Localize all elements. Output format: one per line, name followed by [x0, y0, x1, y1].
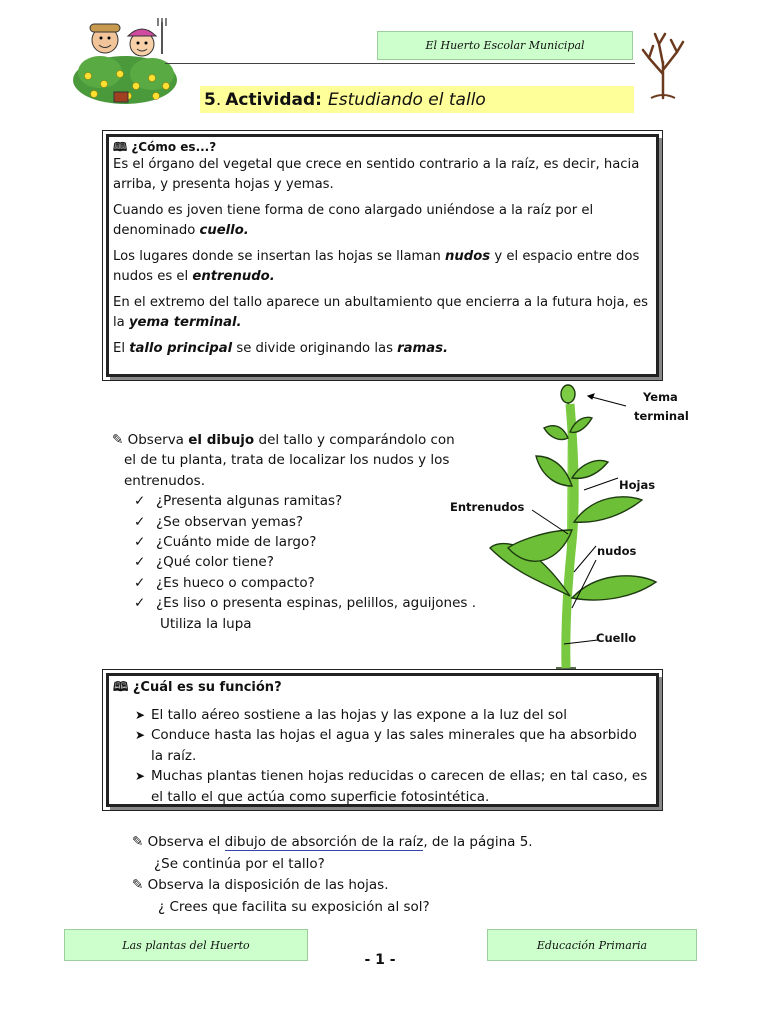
list-item: ➤ Conduce hasta las hojas el agua y las sales minerales que ha absorbido la raíz. [135, 727, 637, 764]
bottom-line-4: ¿ Crees que facilita su exposición al sol? [158, 898, 430, 915]
list-item: ✓ ¿Es hueco o compacto? [112, 573, 502, 593]
book-icon: 🕮 [113, 140, 128, 154]
list-item: ✓ ¿Cuánto mide de largo? [112, 532, 502, 552]
arrow-bullet-icon: ➤ [135, 769, 146, 784]
question-list [112, 491, 502, 613]
observe-tail: Utiliza la lupa [160, 615, 252, 632]
bottom-line-1: ✎ Observa el dibujo de absorción de la raíz, de la página 5. [132, 834, 533, 850]
box1-heading [113, 139, 652, 155]
list-item: ➤ El tallo aéreo sostiene a las hojas y las expone a la luz del sol [113, 705, 652, 726]
list-item: ✓ ¿Qué color tiene? [112, 552, 502, 572]
box2-heading-text: ¿Cuál es su función? [132, 680, 282, 695]
how-is-it-box [106, 134, 659, 377]
checkmark-icon: ✓ [134, 554, 146, 571]
activity-number: 5 [204, 89, 216, 110]
tree-icon [637, 28, 689, 100]
arrow-bullet-icon: ➤ [135, 728, 146, 743]
box2-heading [113, 678, 652, 699]
box1-heading-text: ¿Cómo es...? [131, 140, 217, 154]
pencil-icon: ✎ [132, 834, 144, 850]
box1-paragraph-4: En el extremo del tallo aparece un abultamiento que encierra a la futura hoja, es la yema terminal. [113, 295, 649, 330]
bottom-line-2: ¿Se continúa por el tallo? [154, 855, 325, 872]
bottom-instructions [132, 832, 632, 918]
label-cuello: Cuello [596, 631, 637, 645]
checkmark-icon: ✓ [134, 493, 146, 510]
function-list [113, 705, 652, 808]
bottom-line-3: ✎ Observa la disposición de las hojas. [132, 877, 389, 893]
observe-intro-2: el de tu planta, trata de localizar los nudos y los [124, 452, 450, 469]
box1-paragraph-5: El tallo principal se divide originando las ramas. [113, 341, 449, 356]
header-site-title: El Huerto Escolar Municipal [377, 31, 633, 60]
plant-stem-drawing [486, 382, 686, 670]
label-entrenudos: Entrenudos [450, 500, 525, 514]
observe-intro: ✎ Observa el dibujo del tallo y comparándolo con [112, 432, 455, 448]
label-terminal: terminal [634, 409, 689, 423]
label-nudos: nudos [597, 544, 637, 558]
checkmark-icon: ✓ [134, 513, 146, 530]
observe-intro-3: entrenudos. [124, 472, 205, 489]
book-icon: 🕮 [113, 680, 129, 695]
list-item: ✓ ¿Es liso o presenta espinas, pelillos, aguijones . [112, 593, 502, 613]
activity-label: Actividad: [225, 89, 322, 110]
page-number: - 1 - [364, 952, 396, 968]
pencil-icon: ✎ [112, 432, 124, 448]
label-yema: Yema [643, 390, 678, 404]
header-divider [165, 63, 635, 64]
footer-left: Las plantas del Huerto [64, 929, 308, 961]
box1-paragraph-1: Es el órgano del vegetal que crece en sentido contrario a la raíz, es decir, hacia arriba, y presenta hojas y yemas. [113, 157, 640, 192]
box1-paragraph-3: Los lugares donde se insertan las hojas se llaman nudos y el espacio entre dos nudos es el entrenudo. [113, 249, 640, 284]
footer-right: Educación Primaria [487, 929, 697, 961]
function-box [106, 673, 659, 807]
box1-paragraph-2: Cuando es joven tiene forma de cono alargado uniéndose a la raíz por el denominado cuello. [113, 203, 594, 238]
list-item: ➤ Muchas plantas tienen hojas reducidas o carecen de ellas; en tal caso, es el tallo el que actúa como superficie fotosintética. [135, 768, 648, 805]
label-hojas: Hojas [619, 478, 656, 492]
arrow-bullet-icon: ➤ [135, 707, 146, 722]
farmers-illustration [70, 14, 180, 106]
activity-title: 5 . Actividad: Estudiando el tallo [200, 86, 634, 113]
list-item: ✓ ¿Se observan yemas? [112, 512, 502, 532]
observe-section [112, 430, 502, 634]
checkmark-icon: ✓ [134, 595, 146, 612]
pencil-icon: ✎ [132, 877, 144, 893]
checkmark-icon: ✓ [134, 534, 146, 551]
list-item: ✓ ¿Presenta algunas ramitas? [112, 491, 502, 511]
absorption-link[interactable]: dibujo de absorción de la raíz [224, 834, 424, 850]
activity-subtitle: Estudiando el tallo [327, 89, 486, 110]
checkmark-icon: ✓ [134, 574, 146, 591]
